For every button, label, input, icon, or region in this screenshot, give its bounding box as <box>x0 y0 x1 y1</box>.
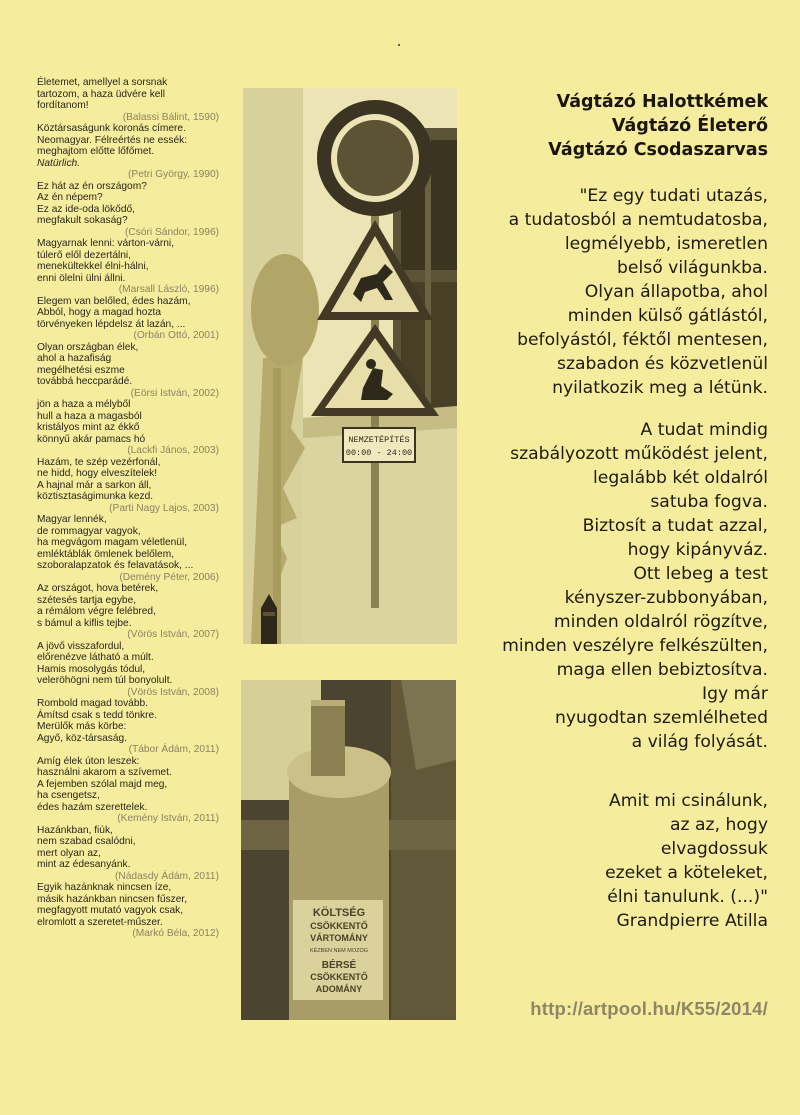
quote-line: minden veszélyre felkészülten, <box>502 636 768 656</box>
poem-stanza <box>37 399 237 457</box>
poem-line: kristályos mint az ékkő <box>37 422 140 433</box>
poem-line: édes hazám szerettelek. <box>37 801 148 813</box>
quote-line: maga ellen bebiztosítva. <box>556 660 768 680</box>
poem-attribution: (Orbán Ottó, 2001) <box>133 330 219 341</box>
artpool-url[interactable]: http://artpool.hu/K55/2014/ <box>530 998 768 1019</box>
poem-line: Egyik hazánknak nincsen íze, <box>37 882 172 893</box>
quote-line: Igy már <box>702 684 768 704</box>
poem-line: előrenézve látható a múlt. <box>37 652 154 663</box>
title-line: Vágtázó Életerő <box>611 116 768 136</box>
poem-line: ahol a hazafiság <box>37 353 112 364</box>
poem-column <box>37 77 237 940</box>
pole-label-4: KÉZBEN NEM MOZOG <box>309 948 369 954</box>
pole-illustration <box>241 680 456 1020</box>
poem-line: másik hazánkban nincsen fűszer, <box>37 893 188 905</box>
poem-attribution: (Tábor Ádám, 2011) <box>128 744 219 755</box>
poem-attribution: (Markó Béla, 2012) <box>132 928 219 939</box>
poem-line: mint az édesanyánk. <box>37 859 131 870</box>
poem-stanza <box>37 457 237 515</box>
quote-line: Amit mi csinálunk, <box>608 791 768 811</box>
band-titles <box>470 90 768 162</box>
poem-line: Abból, hogy a magad hozta <box>37 307 162 318</box>
poem-line: Magyarnak lenni: várton-várni, <box>37 238 175 249</box>
poem-line: megfagyott mutató vagyok csak, <box>37 905 184 916</box>
quote-line: nyilatkozik meg a létünk. <box>552 378 768 398</box>
poem-line: túlerő elől dezertálni, <box>37 249 132 261</box>
poem-line: elromlott a szeretet-műszer. <box>37 916 163 928</box>
poem-line: nem szabad csalódni, <box>37 836 136 847</box>
quote-line: a világ folyását. <box>631 732 768 752</box>
poem-line: tartozom, a haza üdvére kell <box>37 88 165 100</box>
pole-label-6: CSÖKKENTŐ <box>310 972 368 982</box>
poem-line: Merülők más körbe: <box>37 721 127 732</box>
pole-label-1: KÖLTSÉG <box>312 907 366 919</box>
poem-line: Hazánkban, fiúk, <box>37 824 113 836</box>
poem-line: meghajtom előtte lőfőmet. <box>37 146 155 157</box>
quote-line: befolyástól, féktől mentesen, <box>517 330 768 350</box>
poem-line: használni akarom a szívemet. <box>37 767 172 778</box>
poem-line: fordítanom! <box>37 100 89 111</box>
quote-line: Ott lebeg a test <box>633 564 768 584</box>
poem-attribution: (Marsall László, 1996) <box>118 284 219 295</box>
pole-photo <box>241 680 456 1020</box>
poem-line: veleröhögni nem túl bonyolult. <box>37 675 173 686</box>
quote-line: "Ez egy tudati utazás, <box>579 186 768 206</box>
quote-line: kényszer-zubbonyában, <box>564 588 768 608</box>
poem-stanza <box>37 698 237 756</box>
quote-line: minden oldalról rögzítve, <box>553 612 768 632</box>
poem-attribution: (Kemény István, 2011) <box>117 813 219 824</box>
poem-line: Az én népem? <box>37 192 103 203</box>
quote-line: hogy kipányváz. <box>627 540 768 560</box>
poem-line: Ámítsd csak s tedd tönkre. <box>37 709 158 721</box>
poem-attribution: (Vörös István, 2008) <box>127 686 219 698</box>
quote-line: ezeket a köteleket, <box>605 863 768 883</box>
poem-line: ha megvágom magam véletlenül, <box>37 537 188 548</box>
poem-attribution: (Demény Péter, 2006) <box>119 571 219 583</box>
pole-label-3: VÁRTOMÁNY <box>310 933 368 943</box>
poem-line: de rommagyar vagyok, <box>37 525 141 537</box>
title-line: Vágtázó Csodaszarvas <box>548 140 768 160</box>
poem-stanza <box>37 882 237 940</box>
title-line: Vágtázó Halottkémek <box>556 92 768 112</box>
pole-label-2: CSÖKKENTŐ <box>310 921 368 931</box>
poem-line: a rémálom végre felébred, <box>37 606 156 617</box>
poem-line: mert olyan az, <box>37 847 101 859</box>
poem-stanza <box>37 296 237 342</box>
poem-line-italic: Natürlich. <box>37 157 81 169</box>
poem-line: Hazám, te szép vezérfonál, <box>37 456 161 468</box>
poem-line: A hajnal már a sarkon áll, <box>37 479 152 491</box>
poem-attribution: (Csóri Sándor, 1996) <box>125 226 219 238</box>
poem-attribution: (Parti Nagy Lajos, 2003) <box>109 502 219 514</box>
poem-line: Hamis mosolygás tódul, <box>37 663 146 675</box>
quote-line: Biztosít a tudat azzal, <box>582 516 768 536</box>
poem-line: A jövő visszafordul, <box>37 640 125 652</box>
poem-line: továbbá heccparádé. <box>37 376 133 387</box>
quote-line: A tudat mindig <box>640 420 768 440</box>
poem-line: Olyan országban élek, <box>37 341 139 353</box>
sign-plate-line1: NEMZETÉPÍTÉS <box>348 435 410 445</box>
quote-line: belső világunkba. <box>616 258 768 278</box>
poem-line: köztisztaságimunka kezd. <box>37 491 154 502</box>
quote-line: minden külső gátlástól, <box>567 306 768 326</box>
poem-attribution: (Nádasdy Ádám, 2011) <box>114 870 219 882</box>
quote-line: szabályozott működést jelent, <box>510 444 768 464</box>
speck <box>398 44 400 46</box>
quote-line: Grandpierre Atilla <box>616 911 768 931</box>
quote-line: az az, hogy <box>670 815 768 835</box>
poem-line: Ez az ide-oda lökődő, <box>37 203 135 215</box>
poem-line: jön a haza a mélyből <box>37 399 131 410</box>
poem-line: emléktáblák ömlenek belőlem, <box>37 548 175 560</box>
poem-line: enni ölelni ülni állni. <box>37 272 126 284</box>
poem-attribution: (Balassi Bálint, 1590) <box>122 111 219 123</box>
poem-stanza <box>37 181 237 239</box>
poem-line: szoboralapzatok és felavatások, ... <box>37 560 194 571</box>
poem-line: Elegem van belőled, édes hazám, <box>37 295 191 307</box>
poem-line: Köztársaságunk koronás címere. <box>37 123 186 134</box>
quote-paragraph-2 <box>462 418 768 754</box>
poem-stanza <box>37 238 237 296</box>
poem-line: Magyar lennék, <box>37 514 107 525</box>
sign-plate-line2: 00:00 - 24:00 <box>345 448 413 458</box>
poem-attribution: (Eörsi István, 2002) <box>130 387 219 399</box>
poem-stanza <box>37 123 237 181</box>
quote-line: elvagdossuk <box>660 839 768 859</box>
quote-paragraph-3 <box>462 789 768 933</box>
poem-stanza <box>37 342 237 400</box>
poem-line: Rombold magad tovább. <box>37 698 148 709</box>
poem-line: Agyő, köz-társaság. <box>37 732 128 744</box>
poem-attribution: (Lackfi János, 2003) <box>127 445 219 456</box>
quote-line: satuba fogva. <box>650 492 768 512</box>
poem-attribution: (Vörös István, 2007) <box>127 629 219 640</box>
poem-line: Neomagyar. Félreértés ne essék: <box>37 134 188 146</box>
poem-line: A fejemben szólal majd meg, <box>37 778 168 790</box>
poem-line: megélhetési eszme <box>37 364 125 376</box>
poem-stanza <box>37 641 237 699</box>
pole-label-5: BÉRSÉ <box>321 960 357 971</box>
quote-line: legmélyebb, ismeretlen <box>564 234 768 254</box>
poem-stanza <box>37 514 237 583</box>
poem-line: könnyű akár pamacs hó <box>37 433 146 445</box>
poem-line: ha csengetsz, <box>37 790 100 801</box>
poem-stanza <box>37 756 237 825</box>
poem-line: szétesés tartja egybe, <box>37 594 137 606</box>
road-sign-photo <box>243 88 457 644</box>
road-sign-illustration <box>243 88 457 644</box>
poem-line: Amíg élek úton leszek: <box>37 755 140 767</box>
quote-line: Olyan állapotba, ahol <box>584 282 768 302</box>
pole-label-7: ADOMÁNY <box>315 984 363 994</box>
poem-line: Életemet, amellyel a sorsnak <box>37 77 168 88</box>
quote-line: a tudatosból a nemtudatosba, <box>508 210 768 230</box>
poem-line: törvényeken lépdelsz át lazán, ... <box>37 318 186 330</box>
poem-line: menekültekkel élni-hálni, <box>37 261 149 272</box>
poem-line: Ez hát az én országom? <box>37 180 147 192</box>
poem-line: s bámul a kiflis tejbe. <box>37 617 132 629</box>
poem-stanza <box>37 583 237 641</box>
poem-stanza <box>37 825 237 883</box>
poem-line: hull a haza a magasból <box>37 410 142 422</box>
quote-paragraph-1 <box>462 184 768 400</box>
quote-line: legalább két oldalról <box>593 468 768 488</box>
quote-line: élni tanulunk. (...)" <box>607 887 768 907</box>
quote-line: szabadon és közvetlenül <box>557 354 768 374</box>
poem-attribution: (Petri György, 1990) <box>128 169 219 180</box>
poem-line: Az országot, hova betérek, <box>37 583 159 594</box>
poem-line: ne hidd, hogy elveszítelek! <box>37 468 158 479</box>
poem-stanza <box>37 77 237 123</box>
quote-line: nyugodtan szemlélheted <box>554 708 768 728</box>
poem-line: megfakult sokaság? <box>37 215 128 226</box>
